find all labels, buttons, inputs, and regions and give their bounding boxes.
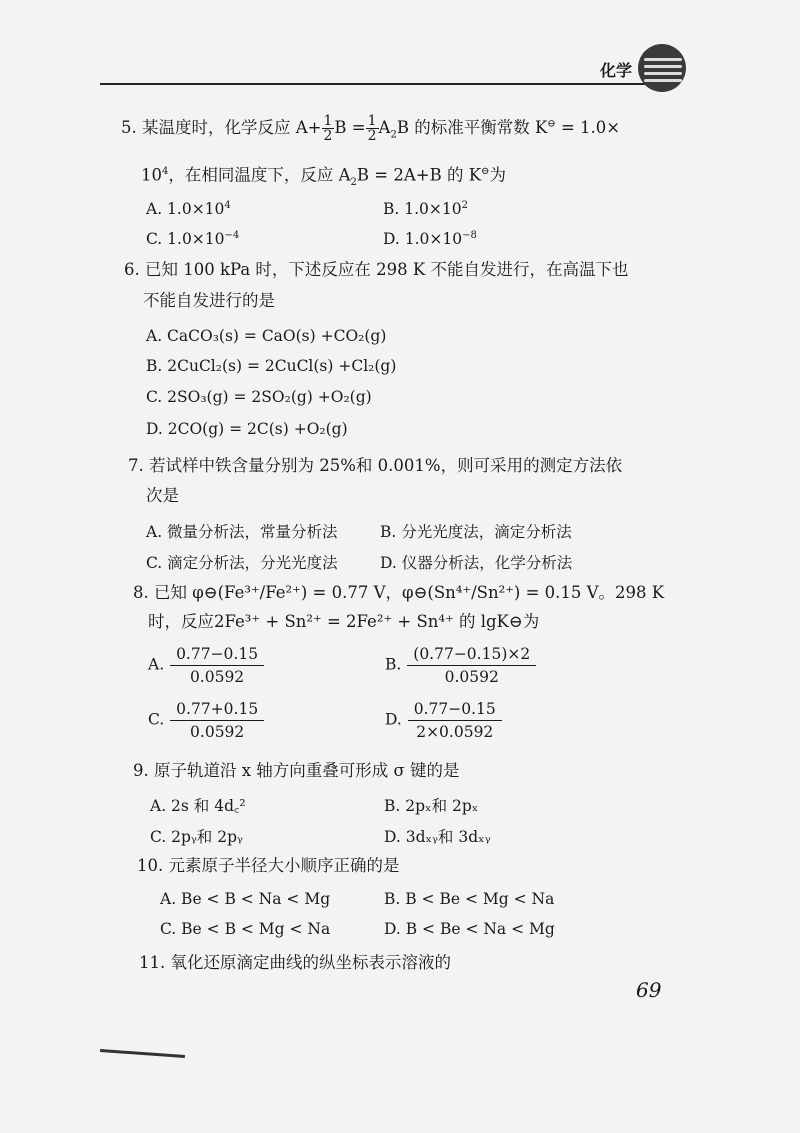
q7-line2: 次是 — [146, 486, 179, 505]
q10-option-c[interactable]: C. Be < B < Mg < Na — [160, 920, 331, 938]
q7-option-c[interactable]: C. 滴定分析法，分光光度法 — [146, 554, 338, 572]
q9-line1: 9. 原子轨道沿 x 轴方向重叠可形成 σ 键的是 — [133, 761, 460, 780]
q10-option-a[interactable]: A. Be < B < Na < Mg — [160, 890, 331, 908]
header-subject: 化学 — [600, 61, 633, 80]
q9-option-a[interactable]: A. 2s 和 4d꜀² — [150, 797, 246, 815]
q5-option-b[interactable]: B. $1.0\times 10^2$ — [383, 200, 468, 219]
q5-line1: 5. 某温度时，化学反应 A+ $\frac{1}{2}$ B = $\frac{1}{2}$ $A_2B$ 的标准平衡常数 K⊖ = 1.0× — [121, 113, 621, 144]
q6-option-a[interactable]: A. CaCO₃(s) = CaO(s) +CO₂(g) — [146, 327, 387, 345]
q9-option-b[interactable]: B. 2pₓ和 2pₓ — [384, 797, 479, 815]
q8-b-fraction: $\frac{(0.77-0.15)\times 2}{0.0592}$ — [407, 645, 536, 686]
q10-option-b[interactable]: B. B < Be < Mg < Na — [384, 890, 555, 908]
page-number: 69 — [636, 978, 662, 1002]
q5-line2: $10^4$，在相同温度下，反应 $A_2B = 2A+B$ 的 K⊖为 — [141, 165, 506, 188]
header-rule — [100, 83, 675, 85]
q5-option-d[interactable]: D. $1.0\times 10^{-8}$ — [383, 230, 477, 249]
q6-line1: 6. 已知 100 kPa 时，下述反应在 298 K 不能自发进行，在高温下也 — [124, 260, 629, 279]
q7-option-a[interactable]: A. 微量分析法，常量分析法 — [146, 523, 338, 541]
q5-half-fraction: $\frac{1}{2}$ — [323, 113, 333, 144]
q5-option-a[interactable]: A. $1.0\times 10^4$ — [146, 200, 231, 219]
q10-option-d[interactable]: D. B < Be < Na < Mg — [384, 920, 555, 938]
q10-line1: 10. 元素原子半径大小顺序正确的是 — [137, 856, 400, 875]
q8-d-fraction: $\frac{0.77-0.15}{2\times 0.0592}$ — [408, 700, 502, 741]
q8-line1: 8. 已知 φ⊖(Fe³⁺/Fe²⁺) = 0.77 V，φ⊖(Sn⁴⁺/Sn²⁺) = 0.15 V。298 K — [133, 583, 665, 602]
q8-option-d[interactable]: D. $\frac{0.77-0.15}{2\times 0.0592}$ — [385, 700, 503, 741]
q6-option-b[interactable]: B. 2CuCl₂(s) = 2CuCl(s) +Cl₂(g) — [146, 357, 397, 375]
q6-line2: 不能自发进行的是 — [143, 291, 275, 310]
q9-option-d[interactable]: D. 3dₓᵧ和 3dₓᵧ — [384, 828, 491, 846]
page-edge-mark — [100, 1049, 185, 1058]
q7-option-d[interactable]: D. 仪器分析法，化学分析法 — [380, 554, 573, 572]
q9-option-c[interactable]: C. 2pᵧ和 2pᵧ — [150, 828, 243, 846]
q8-option-b[interactable]: B. $\frac{(0.77-0.15)\times 2}{0.0592}$ — [385, 645, 537, 686]
q8-line2: 时，反应2Fe³⁺ + Sn²⁺ = 2Fe²⁺ + Sn⁴⁺ 的 lgK⊖为 — [148, 612, 540, 631]
q8-option-a[interactable]: A. $\frac{0.77-0.15}{0.0592}$ — [148, 645, 265, 686]
q7-line1: 7. 若试样中铁含量分别为 25%和 0.001%，则可采用的测定方法依 — [128, 456, 623, 475]
q5-option-c[interactable]: C. $1.0\times 10^{-4}$ — [146, 230, 240, 249]
q6-option-c[interactable]: C. 2SO₃(g) = 2SO₂(g) +O₂(g) — [146, 388, 372, 406]
q6-option-d[interactable]: D. 2CO(g) = 2C(s) +O₂(g) — [146, 420, 348, 438]
q8-option-c[interactable]: C. $\frac{0.77+0.15}{0.0592}$ — [148, 700, 265, 741]
q8-a-fraction: $\frac{0.77-0.15}{0.0592}$ — [170, 645, 264, 686]
q11-line1: 11. 氧化还原滴定曲线的纵坐标表示溶液的 — [139, 953, 451, 972]
q7-option-b[interactable]: B. 分光光度法，滴定分析法 — [380, 523, 572, 541]
books-icon — [638, 44, 686, 92]
q8-c-fraction: $\frac{0.77+0.15}{0.0592}$ — [170, 700, 264, 741]
q5-half-fraction-2: $\frac{1}{2}$ — [367, 113, 377, 144]
